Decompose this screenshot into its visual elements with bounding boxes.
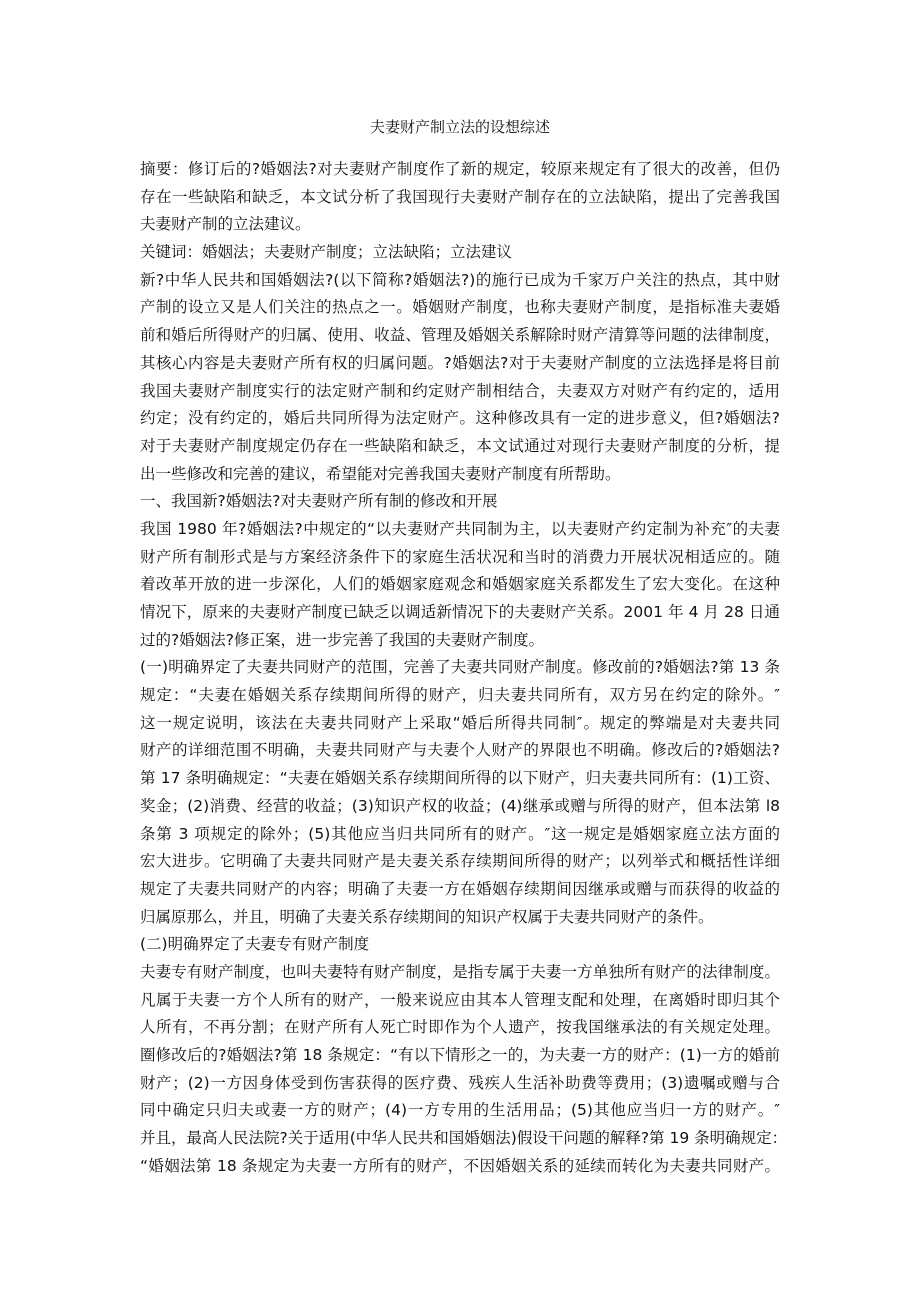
text-line: 归属原那么，并且，明确了夫妻关系存续期间的知识产权属于夫妻共同财产的条件。: [140, 907, 714, 926]
text-line: 人所有，不再分割；在财产所有人死亡时即作为个人遗产，按我国继承法的有关规定处理。: [140, 1018, 780, 1037]
text-line: 宏大进步。它明确了夫妻共同财产是夫妻关系存续期间所得的财产；以列举式和概括性详细: [140, 852, 780, 871]
text-line: 圈修改后的?婚姻法?第 18 条规定：“有以下情形之一的，为夫妻一方的财产：(1)一方的婚前: [140, 1046, 780, 1064]
text-line: 并且，最高人民法院?关于适用(中华人民共和国婚姻法)假设干问题的解释?第 19 条明确规定：: [140, 1129, 788, 1148]
text-line: 财产所有制形式是与方案经济条件下的家庭生活状况和当时的消费力开展状况相适应的。随: [140, 547, 780, 566]
text-line: 凡属于夫妻一方个人所有的财产，一般来说应由其本人管理支配和处理，在离婚时即归其个: [140, 990, 780, 1009]
text-line: 过的?婚姻法?修正案，进一步完善了我国的夫妻财产制度。: [140, 630, 544, 649]
text-line: 产制的设立又是人们关注的热点之一。婚姻财产制度，也称夫妻财产制度，是指标准夫妻婚: [140, 298, 780, 317]
text-line: 我国夫妻财产制度实行的法定财产制和约定财产制相结合，夫妻双方对财产有约定的，适用: [140, 381, 780, 400]
text-line: 着改革开放的进一步深化，人们的婚姻家庭观念和婚姻家庭关系都发生了宏大变化。在这种: [140, 575, 780, 594]
text-line: 第 17 条明确规定：“夫妻在婚姻关系存续期间所得的以下财产，归夫妻共同所有：(1)工资、: [140, 769, 780, 788]
text-line: 规定了夫妻共同财产的内容；明确了夫妻一方在婚姻存续期间因继承或赠与而获得的收益的: [140, 879, 780, 898]
text-line: “婚姻法第 18 条规定为夫妻一方所有的财产，不因婚姻关系的延续而转化为夫妻共同财产。: [140, 1156, 780, 1175]
text-line: 前和婚后所得财产的归属、使用、收益、管理及婚姻关系解除时财产清算等问题的法律制度，: [140, 326, 780, 345]
text-line: 摘要：修订后的?婚姻法?对夫妻财产制度作了新的规定，较原来规定有了很大的改善，但仍: [140, 160, 780, 178]
text-line: 约定；没有约定的，婚后共同所得为法定财产。这种修改具有一定的进步意义，但?婚姻法?: [140, 409, 780, 428]
text-line: 条第 3 项规定的除外；(5)其他应当归共同所有的财产。″这一规定是婚姻家庭立法方面的: [140, 824, 780, 843]
text-line: 情况下，原来的夫妻财产制度已缺乏以调适新情况下的夫妻财产关系。2001 年 4 月 28 日通: [140, 603, 780, 621]
text-line: 财产的详细范围不明确，夫妻共同财产与夫妻个人财产的界限也不明确。修改后的?婚姻法?: [140, 741, 780, 760]
text-line: 新?中华人民共和国婚姻法?(以下简称?婚姻法?)的施行已成为千家万户关注的热点，其中财: [140, 270, 780, 289]
text-line: 其核心内容是夫妻财产所有权的归属问题。?婚姻法?对于夫妻财产制度的立法选择是将目前: [140, 353, 780, 372]
text-line: 同中确定只归夫或妻一方的财产；(4)一方专用的生活用品；(5)其他应当归一方的财产。″: [140, 1101, 780, 1120]
text-line: (一)明确界定了夫妻共同财产的范围，完善了夫妻共同财产制度。修改前的?婚姻法?第 13 条: [140, 658, 780, 677]
text-line: 出一些修改和完善的建议，希望能对完善我国夫妻财产制度有所帮助。: [140, 464, 621, 483]
text-line: 这一规定说明，该法在夫妻共同财产上采取“婚后所得共同制″。规定的弊端是对夫妻共同: [140, 713, 780, 732]
section-heading: (二)明确界定了夫妻专有财产制度: [140, 935, 370, 954]
text-line: 财产；(2)一方因身体受到伤害获得的医疗费、残疾人生活补助费等费用；(3)遗嘱或赠与合: [140, 1073, 780, 1092]
document-title: 夫妻财产制立法的设想综述: [369, 118, 550, 136]
text-line: 我国 1980 年?婚姻法?中规定的“以夫妻财产共同制为主，以夫妻财产约定制为补充″的夫妻: [140, 519, 780, 538]
section-heading: 一、我国新?婚姻法?对夫妻财产所有制的修改和开展: [140, 492, 498, 511]
text-line: 规定：“夫妻在婚姻关系存续期间所得的财产，归夫妻共同所有，双方另在约定的除外。″: [140, 686, 780, 705]
text-line: 奖金；(2)消费、经营的收益；(3)知识产权的收益；(4)继承或赠与所得的财产，但本法第 l8: [140, 796, 780, 815]
text-line: 夫妻专有财产制度，也叫夫妻特有财产制度，是指专属于夫妻一方单独所有财产的法律制度。: [140, 962, 780, 981]
keywords-line: 关键词：婚姻法；夫妻财产制度；立法缺陷；立法建议: [140, 243, 513, 262]
document-body: [140, 156, 788, 1180]
text-line: 对于夫妻财产制度规定仍存在一些缺陷和缺乏，本文试通过对现行夫妻财产制度的分析，提: [140, 436, 780, 455]
text-line: 存在一些缺陷和缺乏，本文试分析了我国现行夫妻财产制存在的立法缺陷，提出了完善我国: [140, 187, 780, 206]
text-line: 夫妻财产制的立法建议。: [140, 215, 311, 234]
